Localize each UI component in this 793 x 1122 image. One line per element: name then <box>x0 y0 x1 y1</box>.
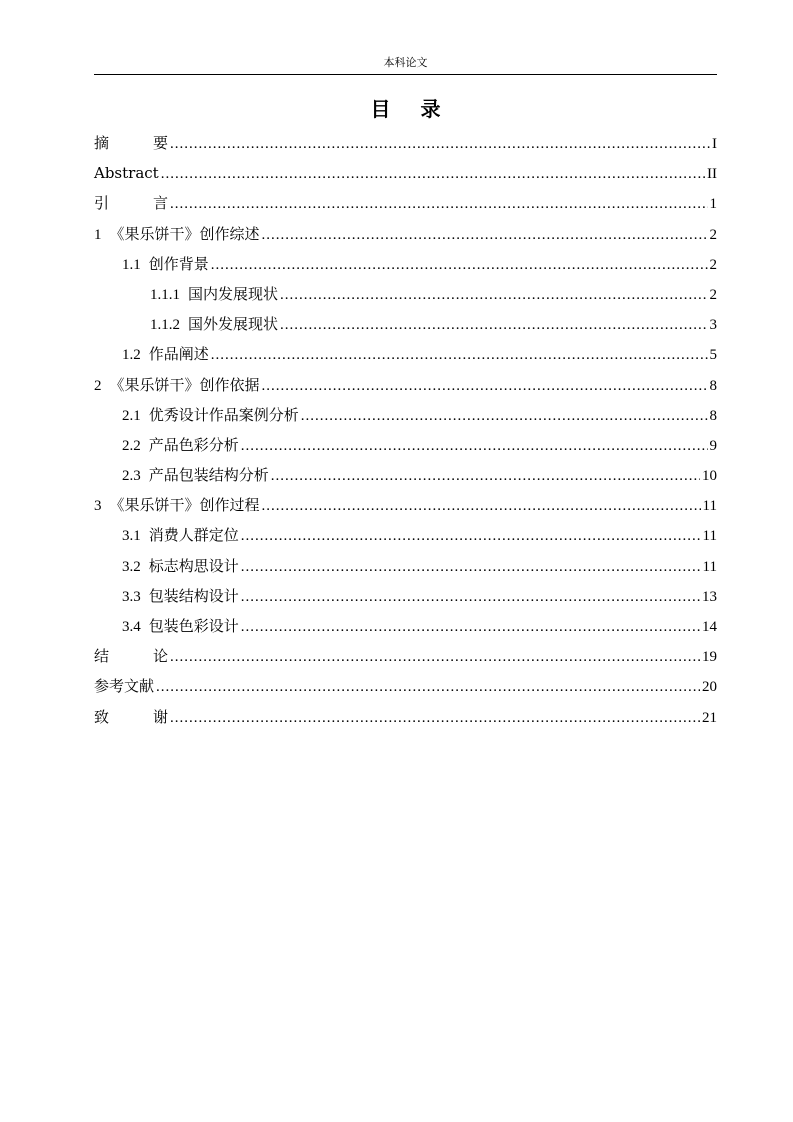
toc-dot-leader <box>262 220 708 250</box>
toc-entry[interactable] <box>94 309 717 339</box>
toc-entry-number: 2.2 <box>122 437 141 454</box>
toc-entry-page: 8 <box>709 407 717 424</box>
toc-entry[interactable] <box>94 400 717 430</box>
toc-entry[interactable] <box>94 641 717 671</box>
toc-entry[interactable] <box>94 551 717 581</box>
toc-entry-label-last-char: 谢 <box>153 707 169 726</box>
toc-entry-label-last-char: 论 <box>153 647 169 666</box>
toc-entry[interactable] <box>94 188 717 218</box>
toc-entry-label: 致谢 <box>94 707 169 726</box>
toc-entry-page: 20 <box>702 679 717 696</box>
toc-entry-label: 国内发展现状 <box>188 284 279 303</box>
toc-entry-number: 1.1.1 <box>150 286 180 303</box>
toc-entry-number: 3.3 <box>122 588 141 605</box>
toc-entry-page: I <box>712 136 717 152</box>
toc-dot-leader <box>241 552 701 582</box>
toc-entry-number: 2.1 <box>122 407 141 424</box>
toc-dot-leader <box>280 280 707 310</box>
toc-entry-page: 19 <box>702 649 717 666</box>
toc-entry-label: 优秀设计作品案例分析 <box>148 405 299 424</box>
toc-entry-label: 引言 <box>94 194 169 213</box>
toc-entry-label: 包装色彩设计 <box>148 617 239 635</box>
toc-dot-leader <box>301 401 708 431</box>
toc-entry-label-last-char: 言 <box>153 194 169 213</box>
toc-entry-label: 摘要 <box>94 134 169 152</box>
toc-entry-label: 参考文献 <box>94 677 155 696</box>
toc-entry[interactable] <box>94 158 717 188</box>
toc-entry-label: 《果乐饼干》创作依据 <box>109 375 260 394</box>
toc-dot-leader <box>271 461 700 491</box>
toc-entry[interactable] <box>94 219 717 249</box>
toc-dot-leader <box>280 310 707 340</box>
toc-dot-leader <box>156 672 700 702</box>
toc-entry-label: 作品阐述 <box>148 345 209 364</box>
toc-entry-label: 创作背景 <box>148 254 209 273</box>
toc-entry-number: 3.1 <box>122 528 141 545</box>
toc-entry-label: 结论 <box>94 647 169 666</box>
toc-entry-page: 14 <box>702 619 717 635</box>
toc-entry-label: 产品包装结构分析 <box>148 466 269 485</box>
toc-entry-number: 2.3 <box>122 468 141 485</box>
toc-entry-page: 2 <box>709 286 717 303</box>
table-of-contents <box>94 128 717 732</box>
toc-entry-label: 消费人群定位 <box>148 526 239 545</box>
toc-dot-leader <box>170 129 710 159</box>
toc-dot-leader <box>262 491 701 521</box>
toc-title: 目录 <box>370 97 471 121</box>
toc-dot-leader <box>161 159 705 189</box>
toc-entry-number: 1 <box>94 226 102 243</box>
toc-entry-page: 21 <box>702 709 717 726</box>
toc-entry[interactable] <box>94 671 717 701</box>
toc-entry-number: 3.2 <box>122 558 141 575</box>
toc-entry-number: 2 <box>94 377 102 394</box>
toc-entry-number: 1.2 <box>122 347 141 364</box>
toc-entry[interactable] <box>94 581 717 611</box>
toc-entry[interactable] <box>94 370 717 400</box>
toc-entry-page: 11 <box>702 528 717 545</box>
toc-entry[interactable] <box>94 520 717 550</box>
toc-entry[interactable] <box>94 339 717 369</box>
toc-dot-leader <box>241 521 701 551</box>
toc-entry-page: 9 <box>709 437 717 454</box>
page-header <box>94 56 717 75</box>
toc-entry-page: 2 <box>709 226 717 243</box>
toc-entry-label: 国外发展现状 <box>188 315 279 334</box>
toc-entry-number: 3 <box>94 498 102 515</box>
toc-dot-leader <box>241 431 708 461</box>
toc-entry-label: 标志构思设计 <box>148 556 239 575</box>
toc-entry-label: 《果乐饼干》创作综述 <box>109 224 260 243</box>
toc-entry-page: 10 <box>702 468 717 485</box>
toc-entry-number: 1.1 <box>122 256 141 273</box>
toc-entry-page: 5 <box>709 347 717 364</box>
toc-dot-leader <box>170 642 700 672</box>
toc-entry-page: 2 <box>709 256 717 273</box>
toc-entry-page: 3 <box>709 317 717 334</box>
toc-entry-label: 包装结构设计 <box>148 586 239 605</box>
toc-entry-page: 11 <box>702 498 717 515</box>
toc-entry-label: 《果乐饼干》创作过程 <box>109 496 260 515</box>
toc-entry[interactable] <box>94 702 717 732</box>
toc-entry-page: II <box>707 166 717 183</box>
toc-entry[interactable] <box>94 611 717 641</box>
toc-entry[interactable] <box>94 279 717 309</box>
toc-entry-page: 1 <box>709 196 717 213</box>
toc-entry-number: 3.4 <box>122 619 141 635</box>
toc-dot-leader <box>241 582 700 612</box>
toc-entry-page: 8 <box>709 377 717 394</box>
toc-dot-leader <box>211 340 708 370</box>
toc-entry-page: 11 <box>702 558 717 575</box>
toc-entry-label: 产品色彩分析 <box>148 435 239 454</box>
toc-entry[interactable] <box>94 128 717 158</box>
toc-entry[interactable] <box>94 460 717 490</box>
toc-entry-page: 13 <box>702 588 717 605</box>
toc-entry-number: 1.1.2 <box>150 317 180 334</box>
toc-dot-leader <box>170 189 707 219</box>
toc-entry[interactable] <box>94 490 717 520</box>
toc-dot-leader <box>211 250 708 280</box>
toc-dot-leader <box>241 612 700 642</box>
toc-dot-leader <box>170 703 700 733</box>
toc-entry-label: Abstract <box>94 164 159 183</box>
page-header-text: 本科论文 <box>383 56 428 69</box>
toc-entry[interactable] <box>94 430 717 460</box>
toc-entry-label-last-char: 要 <box>153 134 169 152</box>
toc-dot-leader <box>262 371 708 401</box>
toc-entry[interactable] <box>94 249 717 279</box>
